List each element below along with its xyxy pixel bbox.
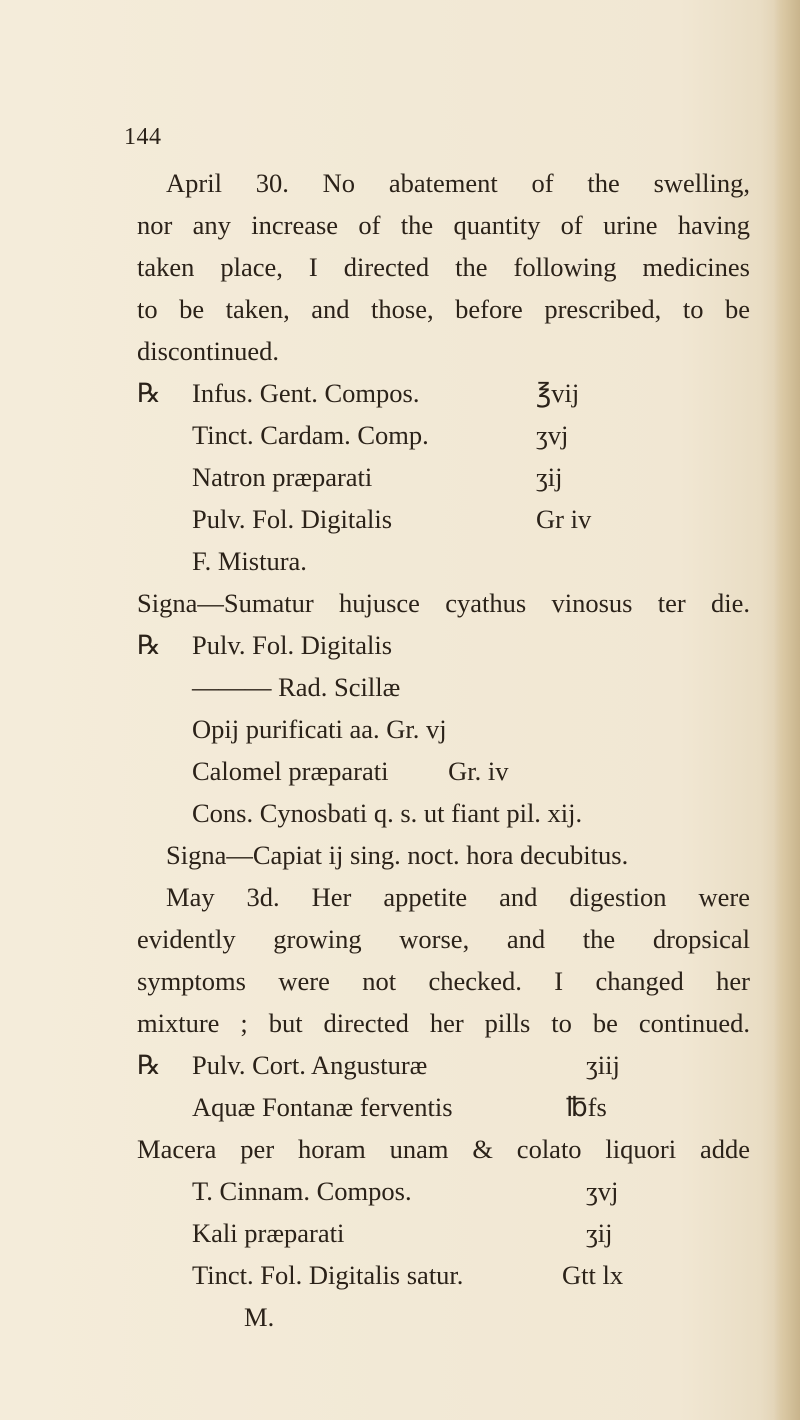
signa-line: Signa—Capiat ij sing. noct. hora decubitus. xyxy=(166,840,629,870)
pill-ingredient: ——— Rad. Scillæ xyxy=(192,672,401,702)
ingredient-dose: Gr iv xyxy=(536,504,592,534)
ingredient-dose: ʒvj xyxy=(536,420,569,450)
ingredient-name: Tinct. Fol. Digitalis satur. xyxy=(192,1260,464,1290)
pill-ingredient: Cons. Cynosbati q. s. ut fiant pil. xij. xyxy=(192,798,583,828)
recipe-symbol: ℞ xyxy=(137,378,161,408)
paragraph-line: taken place, I directed the following medicines xyxy=(137,252,750,282)
paragraph-line: symptoms were not checked. I changed her xyxy=(137,966,750,996)
ingredient-name: Natron præparati xyxy=(192,462,373,492)
paragraph-line: nor any increase of the quantity of urine having xyxy=(137,210,750,240)
pill-ingredient: Pulv. Fol. Digitalis xyxy=(192,630,393,660)
pill-ingredient: Calomel præparati Gr. iv xyxy=(192,756,509,786)
ingredient-name: Pulv. Cort. Angusturæ xyxy=(192,1050,428,1080)
ingredient-dose: ʒij xyxy=(586,1218,613,1248)
ingredient-dose: Gtt lx xyxy=(562,1260,624,1290)
recipe-end: M. xyxy=(244,1302,275,1332)
mistura-line: F. Mistura. xyxy=(192,546,307,576)
paragraph-line: April 30. No abatement of the swelling, xyxy=(166,168,750,198)
ingredient-name: T. Cinnam. Compos. xyxy=(192,1176,412,1206)
paragraph-line: evidently growing worse, and the dropsical xyxy=(137,924,750,954)
paragraph-line: May 3d. Her appetite and digestion were xyxy=(166,882,750,912)
ingredient-dose: ℥vij xyxy=(536,378,580,408)
ingredient-name: Aquæ Fontanæ ferventis xyxy=(192,1092,453,1122)
paragraph-line: mixture ; but directed her pills to be continued. xyxy=(137,1008,750,1038)
macera-line: Macera per horam unam & colato liquori adde xyxy=(137,1134,750,1164)
ingredient-name: Pulv. Fol. Digitalis xyxy=(192,504,393,534)
paragraph-line: discontinued. xyxy=(137,336,280,366)
ingredient-dose: ʒij xyxy=(536,462,563,492)
recipe-symbol: ℞ xyxy=(137,1050,161,1080)
ingredient-dose: ʒiij xyxy=(586,1050,620,1080)
signa-line: Signa—Sumatur hujusce cyathus vinosus ter die. xyxy=(137,588,750,618)
recipe-symbol: ℞ xyxy=(137,630,161,660)
ingredient-name: Kali præparati xyxy=(192,1218,345,1248)
ingredient-dose: ʒvj xyxy=(586,1176,619,1206)
ingredient-name: Tinct. Cardam. Comp. xyxy=(192,420,429,450)
paragraph-line: to be taken, and those, before prescribed, to be xyxy=(137,294,750,324)
ingredient-name: Infus. Gent. Compos. xyxy=(192,378,420,408)
pill-ingredient: Opij purificati aa. Gr. vj xyxy=(192,714,447,744)
page-number: 144 xyxy=(124,124,162,150)
ingredient-dose: ℔fs xyxy=(566,1092,607,1122)
